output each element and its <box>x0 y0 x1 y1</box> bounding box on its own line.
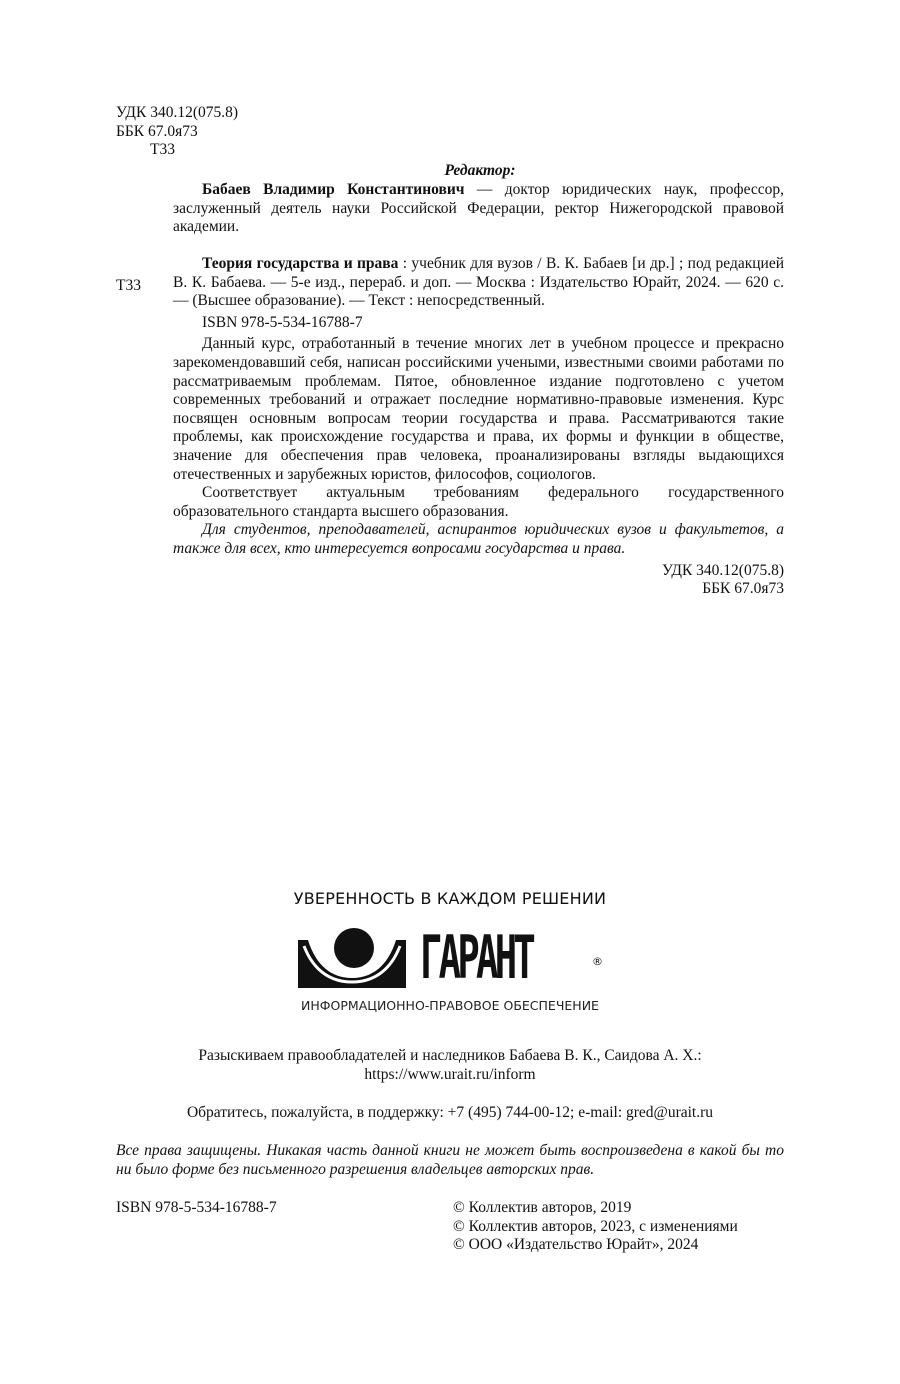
editor-heading: Редактор: <box>444 162 516 179</box>
copyright-line: © Коллектив авторов, 2019 <box>453 1199 632 1216</box>
editor-description: — доктор юридических наук, профессор, заслуженный деятель науки Российской Федерации, ректор Нижегородской правовой академии. <box>173 181 785 236</box>
support-contact: Обратитесь, пожалуйста, в поддержку: +7 (495) 744-00-12; e-mail: gred@urait.ru <box>186 1104 714 1121</box>
rights-holder-search <box>100 1047 800 1084</box>
copyright-line: © Коллектив авторов, 2023, с изменениями <box>453 1217 738 1235</box>
catalog-isbn: ISBN 978-5-534-16788-7 <box>202 313 363 331</box>
bbk-code: ББК 67.0я73 <box>116 122 198 140</box>
udk-code: УДК 340.12(075.8) <box>116 104 239 121</box>
logo-subtitle: ИНФОРМАЦИОННО-ПРАВОВОЕ ОБЕСПЕЧЕНИЕ <box>301 998 599 1013</box>
catalog-block <box>173 255 784 599</box>
author-mark: Т33 <box>150 141 175 159</box>
logo-tagline: УВЕРЕННОСТЬ В КАЖДОМ РЕШЕНИИ <box>293 889 607 908</box>
search-url: https://www.urait.ru/inform <box>364 1065 536 1083</box>
garant-emblem-icon <box>296 926 408 994</box>
catalog-bbk: ББК 67.0я73 <box>702 580 784 598</box>
copyright-line: © ООО «Издательство Юрайт», 2024 <box>453 1236 699 1254</box>
search-line: Разыскиваем правообладателей и наследников Бабаева В. К., Саидова А. Х.: <box>198 1047 702 1064</box>
footer-isbn: ISBN 978-5-534-16788-7 <box>116 1199 277 1216</box>
classification-block <box>116 104 416 160</box>
catalog-udk: УДК 340.12(075.8) <box>661 561 784 579</box>
abstract-paragraph-1: Данный курс, отработанный в течение многих лет в учебном процессе и прекрасно зарекомендовавший себя, написан российскими учеными, известными своими работами по рассматриваемым проблемам. Пятое, обновленное издание подготовлено с учетом современных требований и отражает последние нормативно-правовые изменения. Курс посвящен основным вопросам теории государства и права. Рассматриваются такие проблемы, как происхождение государства и права, их формы и функции в обществе, значение для обеспечения прав человека, проанализированы взгляды выдающихся отечественных и зарубежных юристов, философов, социологов. <box>173 335 784 483</box>
abstract-paragraph-2: Соответствует актуальным требованиям федерального государственного образовательного стандарта высшего образования. <box>173 484 784 520</box>
brand-name: ГАРАНТ <box>420 923 533 993</box>
rights-notice: Все права защищены. Никакая часть данной книги не может быть воспроизведена в какой бы то ни было форме без письменного разрешения владельцев авторских прав. <box>116 1142 784 1178</box>
editor-name: Бабаев Владимир Константинович <box>202 181 465 198</box>
copyright-list <box>453 1199 793 1255</box>
catalog-margin-mark: Т33 <box>116 277 141 294</box>
audience-note: Для студентов, преподавателей, аспирантов юридических вузов и факультетов, а также для всех, кто интересуется вопросами государства и права. <box>173 521 784 557</box>
editor-block <box>173 181 784 237</box>
book-title: Теория государства и права <box>202 255 399 272</box>
bibliographic-details: : учебник для вузов / В. К. Бабаев [и др.] ; под редакцией В. К. Бабаева. — 5-е изд., перераб. и доп. — Москва : Издательство Юрайт, 2024. — 620 с. — (Высшее образование). — Текст : непосредственный. <box>173 255 785 310</box>
registered-mark: ® <box>592 955 603 968</box>
catalog-description <box>173 255 784 311</box>
garant-logo <box>296 923 606 994</box>
